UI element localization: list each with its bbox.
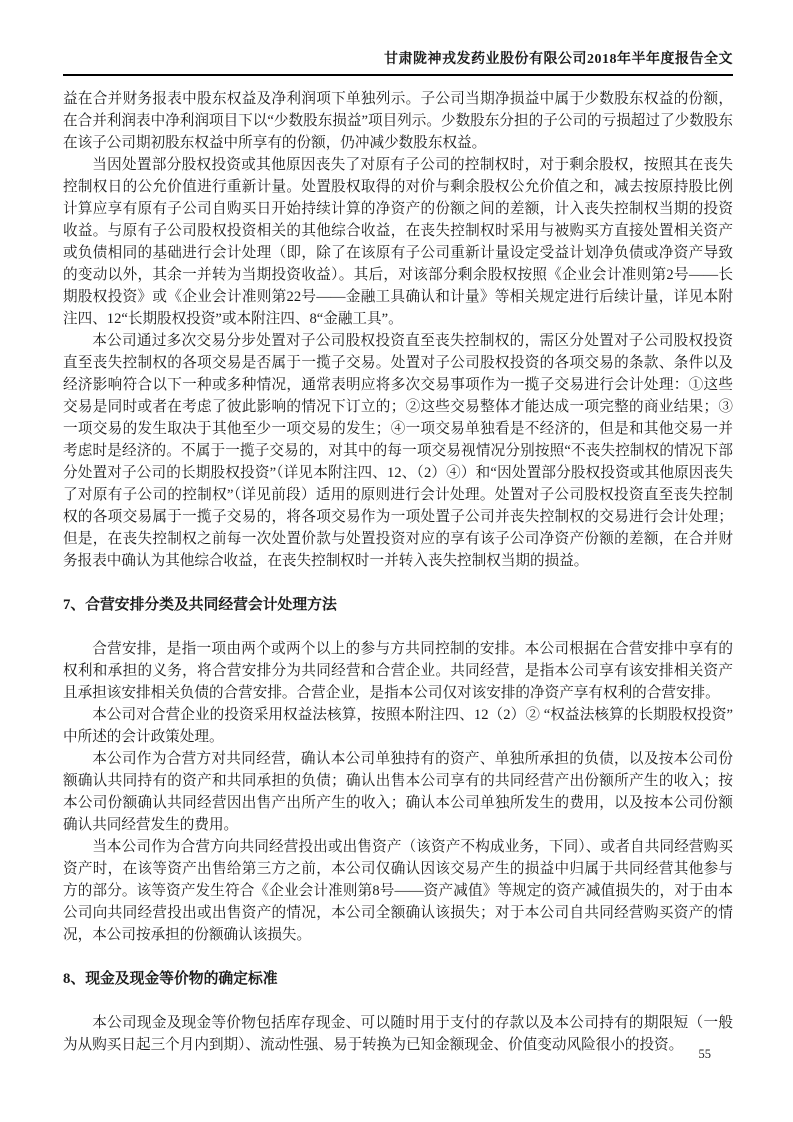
paragraph-joint-venture-equity-method: 本公司对合营企业的投资采用权益法核算，按照本附注四、12（2）② “权益法核算的长期股权投资”中所述的会计政策处理。 [63,707,733,745]
section-heading-7-joint-arrangements: 7、合营安排分类及共同经营会计处理方法 [63,597,337,613]
page-number: 55 [698,1047,711,1061]
page-header [63,48,733,76]
paragraph-joint-operation-asset-transactions: 当本公司作为合营方向共同经营投出或出售资产（该资产不构成业务，下同）、或者自共同经营购买资产时，在该等资产出售给第三方之前，本公司仅确认因该交易产生的损益中归属于共同经营其他参与方的部分。该等资产发生符合《企业会计准则第8号——资产减值》等规定的资产减值损失的，对于由本公司向共同经营投出或出售资产的情况，本公司全额确认该损失；对于本公司自共同经营购买资产的情况，本公司按承担的份额确认该损失。 [63,839,733,943]
paragraph-joint-operation-recognition: 本公司作为合营方对共同经营，确认本公司单独持有的资产、单独所承担的负债，以及按本公司份额确认共同持有的资产和共同承担的负债；确认出售本公司享有的共同经营产出份额所产生的收入；按本公司份额确认共同经营因出售产出所产生的收入；确认本公司单独所发生的费用，以及按本公司份额确认共同经营发生的费用。 [63,751,733,833]
paragraph-stepwise-disposal: 本公司通过多次交易分步处置对子公司股权投资直至丧失控制权的，需区分处置对子公司股权投资直至丧失控制权的各项交易是否属于一揽子交易。处置对子公司股权投资的各项交易的条款、条件以及经济影响符合以下一种或多种情况，通常表明应将多次交易事项作为一揽子交易进行会计处理：①这些交易是同时或者在考虑了彼此影响的情况下订立的；②这些交易整体才能达成一项完整的商业结果；③一项交易的发生取决于其他至少一项交易的发生；④一项交易单独看是不经济的，但是和其他交易一并考虑时是经济的。不属于一揽子交易的，对其中的每一项交易视情况分别按照“不丧失控制权的情况下部分处置对子公司的长期股权投资”（详见本附注四、12、（2）④）和“因处置部分股权投资或其他原因丧失了对原有子公司的控制权”（详见前段）适用的原则进行会计处理。处置对子公司股权投资直至丧失控制权的各项交易属于一揽子交易的，将各项交易作为一项处置子公司并丧失控制权的交易进行会计处理；但是，在丧失控制权之前每一次处置价款与处置投资对应的享有该子公司净资产份额的差额，在合并财务报表中确认为其他综合收益，在丧失控制权时一并转入丧失控制权当期的损益。 [63,333,733,569]
paragraph-cash-equivalents-criteria: 本公司现金及现金等价物包括库存现金、可以随时用于支付的存款以及本公司持有的期限短（一般为从购买日起三个月内到期）、流动性强、易于转换为已知金额现金、价值变动风险很小的投资。 [63,1015,733,1053]
paragraph-loss-of-control: 当因处置部分股权投资或其他原因丧失了对原有子公司的控制权时，对于剩余股权，按照其在丧失控制权日的公允价值进行重新计量。处置股权取得的对价与剩余股权公允价值之和，减去按原持股比例计算应享有原有子公司自购买日开始持续计算的净资产的份额之间的差额，计入丧失控制权当期的投资收益。与原有子公司股权投资相关的其他综合收益，在丧失控制权时采用与被购买方直接处置相关资产或负债相同的基础进行会计处理（即，除了在该原有子公司重新计量设定受益计划净负债或净资产导致的变动以外，其余一并转为当期投资收益）。其后，对该部分剩余股权按照《企业会计准则第2号——长期股权投资》或《企业会计准则第22号——金融工具确认和计量》等相关规定进行后续计量，详见本附注四、12“长期股权投资”或本附注四、8“金融工具”。 [63,157,733,327]
paragraph-minority-interest-continuation: 益在合并财务报表中股东权益及净利润项下单独列示。子公司当期净损益中属于少数股东权益的份额，在合并利润表中净利润项目下以“少数股东损益”项目列示。少数股东分担的子公司的亏损超过了少数股东在该子公司期初股东权益中所享有的份额，仍冲减少数股东权益。 [63,91,733,151]
section-heading-8-cash-equivalents: 8、现金及现金等价物的确定标准 [63,971,278,987]
paragraph-joint-arrangement-definition: 合营安排，是指一项由两个或两个以上的参与方共同控制的安排。本公司根据在合营安排中享有的权利和承担的义务，将合营安排分为共同经营和合营企业。共同经营，是指本公司享有该安排相关资产且承担该安排相关负债的合营安排。合营企业，是指本公司仅对该安排的净资产享有权利的合营安排。 [63,641,733,701]
report-header-title: 甘肃陇神戎发药业股份有限公司2018年半年度报告全文 [384,52,733,67]
report-body [63,88,733,1056]
